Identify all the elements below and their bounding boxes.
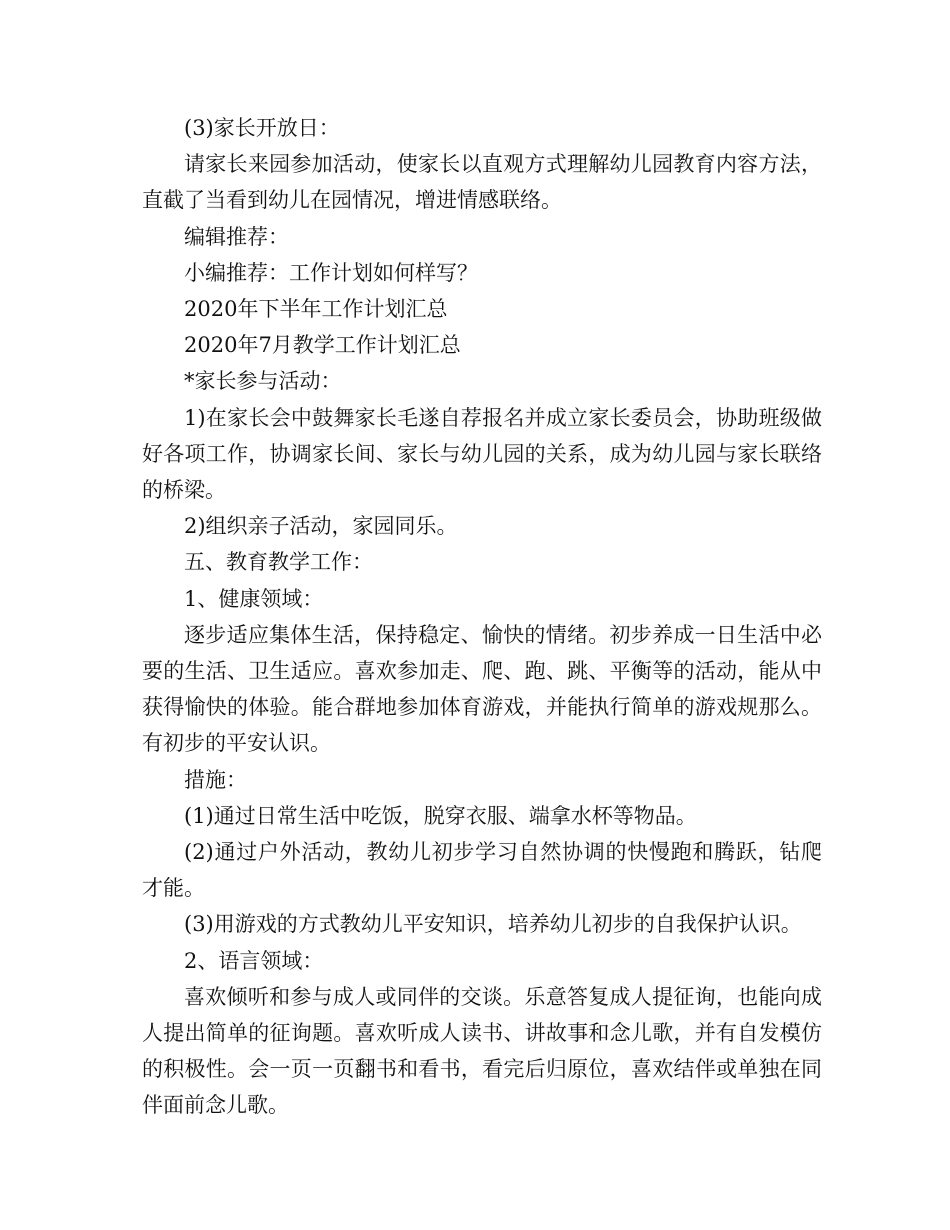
paragraph: 请家长来园参加活动，使家长以直观方式理解幼儿园教育内容方法，直截了当看到幼儿在园情况，增进情感联络。	[142, 152, 822, 213]
paragraph: 小编推荐：工作计划如何样写？	[184, 260, 478, 285]
paragraph: 2020年下半年工作计划汇总	[184, 297, 448, 322]
document-body	[142, 110, 822, 1124]
paragraph: 喜欢倾听和参与成人或同伴的交谈。乐意答复成人提征询，也能向成人提出简单的征询题。喜欢听成人读书、讲故事和念儿歌，并有自发模仿的积极性。会一页一页翻书和看书，看完后归原位，喜欢结伴或单独在同伴面前念儿歌。	[142, 984, 822, 1118]
subsection-heading: 1、健康领域：	[184, 586, 324, 611]
paragraph: 逐步适应集体生活，保持稳定、愉快的情绪。初步养成一日生活中必要的生活、卫生适应。喜欢参加走、爬、跑、跳、平衡等的活动，能从中获得愉快的体验。能合群地参加体育游戏，并能执行简单的游戏规那么。有初步的平安认识。	[142, 622, 822, 756]
section-heading: 五、教育教学工作：	[184, 550, 373, 575]
paragraph: (3)家长开放日：	[184, 116, 340, 140]
paragraph: 2020年7月教学工作计划汇总	[184, 333, 461, 358]
paragraph: 编辑推荐：	[184, 224, 289, 249]
paragraph: 2)组织亲子活动，家园同乐。	[184, 514, 458, 539]
subsection-heading: 2、语言领域：	[184, 948, 324, 973]
paragraph: 1)在家长会中鼓舞家长毛遂自荐报名并成立家长委员会，协助班级做好各项工作，协调家长间、家长与幼儿园的关系，成为幼儿园与家长联络的桥梁。	[142, 405, 822, 503]
paragraph: (2)通过户外活动，教幼儿初步学习自然协调的快慢跑和腾跃，钻爬才能。	[142, 840, 822, 901]
paragraph: (1)通过日常生活中吃饭，脱穿衣服、端拿水杯等物品。	[184, 803, 697, 828]
paragraph: 措施：	[184, 767, 247, 792]
paragraph: *家长参与活动：	[184, 369, 342, 394]
paragraph: (3)用游戏的方式教幼儿平安知识，培养幼儿初步的自我保护认识。	[184, 912, 802, 937]
